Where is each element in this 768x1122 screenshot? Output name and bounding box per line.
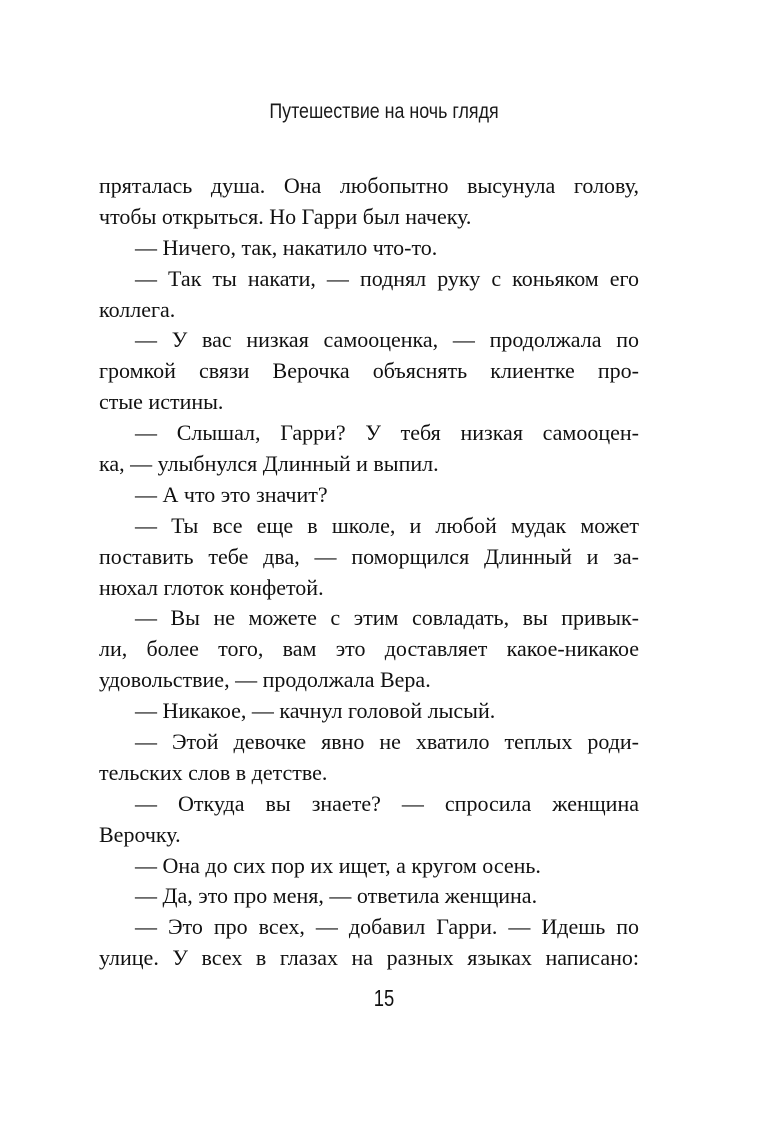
text-line: поставить тебе два, — поморщился Длинный и за- [99,543,639,569]
text-line: пряталась душа. Она любопытно высунула голову, [99,173,639,198]
text-line: стые истины. [99,389,224,415]
text-line: — Этой девочке явно не хватило теплых роди- [135,729,639,755]
text-line: — Это про всех, — добавил Гарри. — Идешь по [135,914,639,940]
body-text [99,171,639,974]
text-line: громкой связи Верочка объяснять клиентке про- [99,358,639,384]
text-line: чтобы открыться. Но Гарри был начеку. [99,203,472,229]
text-line: ли, более того, вам это доставляет какое-никакое [99,636,639,662]
text-line: коллега. [99,296,176,322]
text-line: — Так ты накати, — поднял руку с коньяком его [135,265,639,291]
text-line: ка, — улыбнулся Длинный и выпил. [99,451,439,477]
text-line: нюхал глоток конфетой. [99,574,324,600]
text-line: — Ничего, так, накатило что-то. [135,234,438,260]
text-line: — Никакое, — качнул головой лысый. [135,698,496,724]
text-line: — У вас низкая самооценка, — продолжала по [135,327,639,353]
text-line: — Слышал, Гарри? У тебя низкая самооцен- [135,420,639,446]
text-line: тельских слов в детстве. [99,759,328,785]
text-line: — Да, это про меня, — ответила женщина. [135,883,538,909]
text-line: — Ты все еще в школе, и любой мудак может [135,512,639,538]
text-line: Верочку. [99,821,181,847]
page-number: 15 [373,985,395,1011]
text-line: — Откуда вы знаете? — спросила женщина [135,790,639,816]
text-line: — Вы не можете с этим совладать, вы привык- [135,605,639,631]
text-line: — Она до сих пор их ищет, а кругом осень. [135,852,541,878]
text-line: удовольствие, — продолжала Вера. [99,667,431,693]
text-line: — А что это значит? [135,481,328,507]
running-title: Путешествие на ночь глядя [269,100,499,123]
text-line: улице. У всех в глазах на разных языках написано: [99,945,639,971]
